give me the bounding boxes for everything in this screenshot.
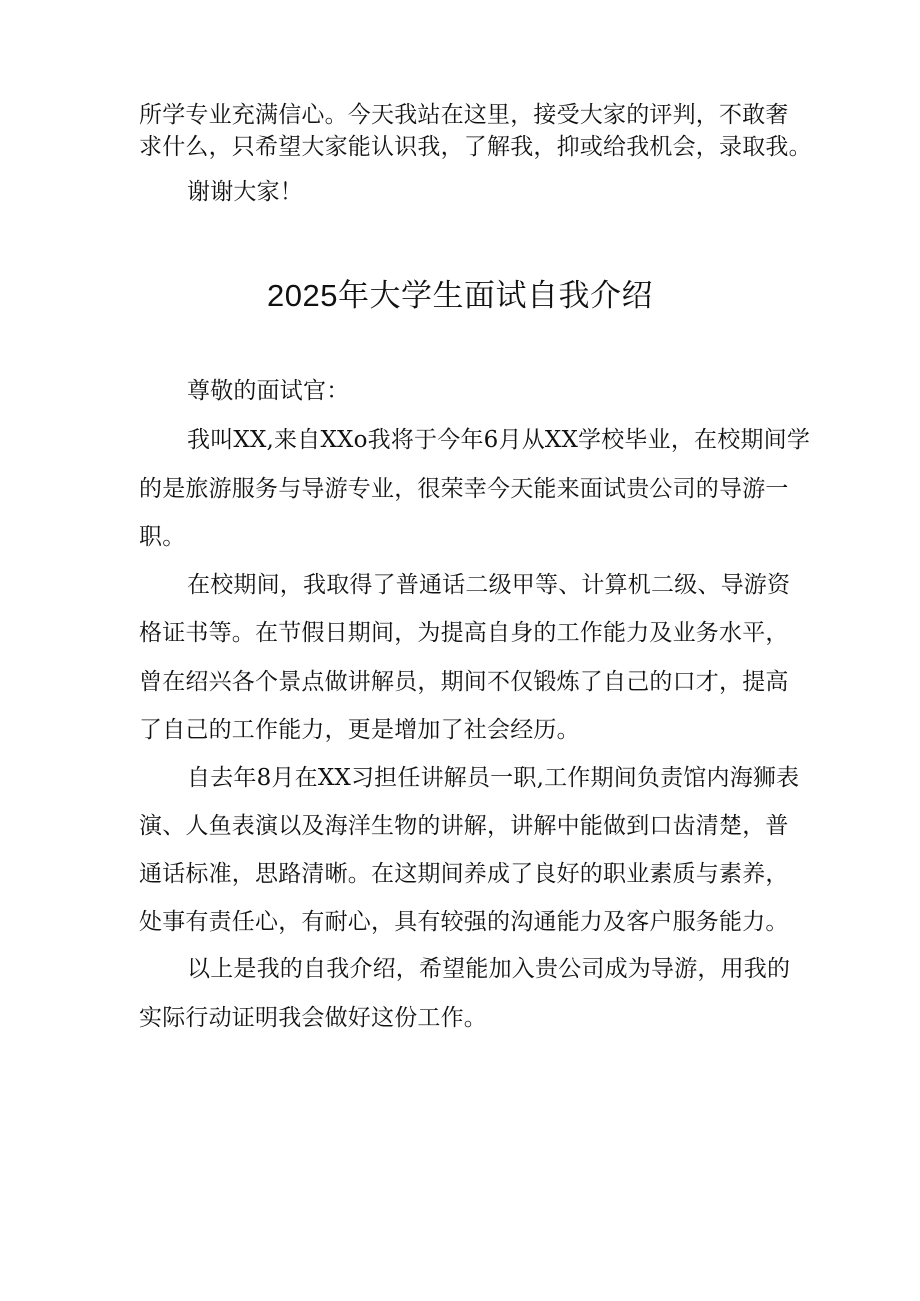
prev-letter-thanks: 谢谢大家！ [187,179,303,205]
document-title: 2025年大学生面试自我介绍 [267,278,653,313]
paragraph-3-line-1: 自去年8月在XX习担任讲解员一职,工作期间负责馆内海狮表 [187,765,800,791]
paragraph-2-line-4: 了自己的工作能力，更是增加了社会经历。 [139,717,580,743]
paragraph-4-line-2: 实际行动证明我会做好这份工作。 [139,1005,487,1031]
paragraph-2-line-2: 格证书等。在节假日期间，为提高自身的工作能力及业务水平， [139,620,789,646]
prev-letter-line-2: 求什么，只希望大家能认识我，了解我，抑或给我机会，录取我。 [139,134,812,160]
paragraph-3-line-2: 演、人鱼表演以及海洋生物的讲解，讲解中能做到口齿清楚，普 [139,813,789,839]
paragraph-2-line-3: 曾在绍兴各个景点做讲解员，期间不仅锻炼了自己的口才，提高 [139,669,789,695]
paragraph-1-line-1: 我叫XX,来自XXo我将于今年6月从XX学校毕业，在校期间学 [187,427,811,453]
paragraph-3-line-4: 处事有责任心，有耐心，具有较强的沟通能力及客户服务能力。 [139,909,789,935]
greeting: 尊敬的面试官： [187,378,350,404]
paragraph-4-line-1: 以上是我的自我介绍，希望能加入贵公司成为导游，用我的 [187,956,791,982]
paragraph-1-line-3: 职。 [139,524,186,550]
paragraph-1-line-2: 的是旅游服务与导游专业，很荣幸今天能来面试贵公司的导游一 [139,476,789,502]
prev-letter-line-1: 所学专业充满信心。今天我站在这里，接受大家的评判，不敢奢 [139,102,789,128]
paragraph-2-line-1: 在校期间，我取得了普通话二级甲等、计算机二级、导游资 [187,572,791,598]
paragraph-3-line-3: 通话标准，思路清晰。在这期间养成了良好的职业素质与素养， [139,861,789,887]
